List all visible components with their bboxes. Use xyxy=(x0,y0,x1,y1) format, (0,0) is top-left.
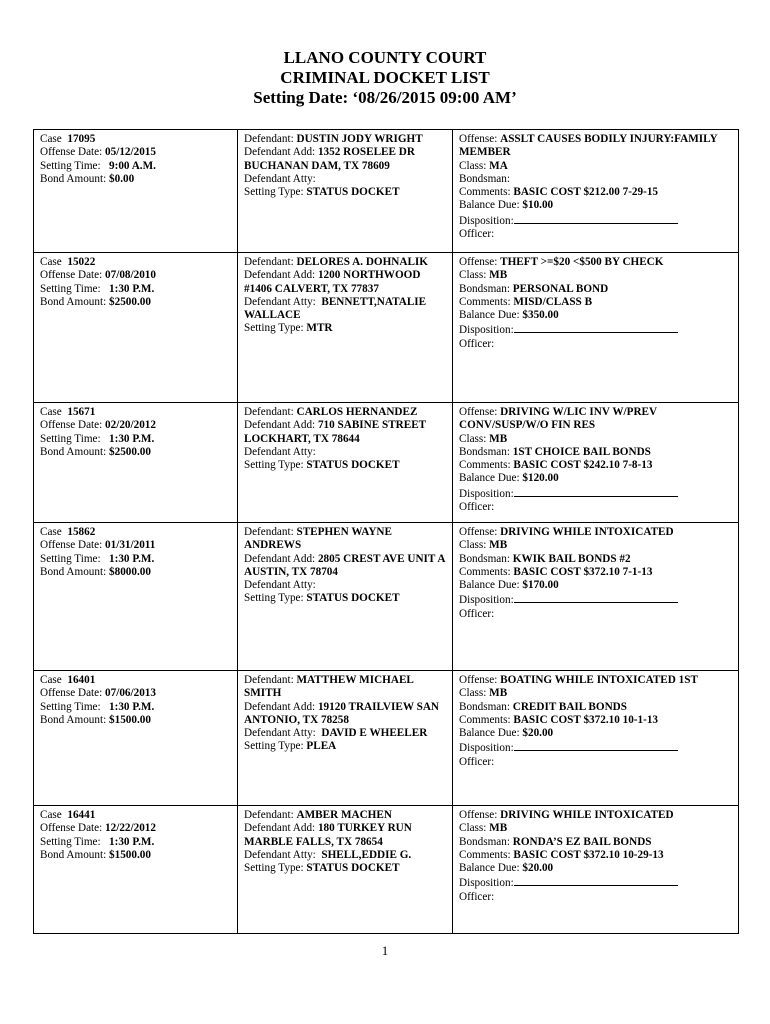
comments-value: BASIC COST $242.10 7-8-13 xyxy=(513,459,653,472)
offense-label: Offense: xyxy=(459,256,498,268)
offense-date-value: 01/31/2011 xyxy=(105,539,156,552)
comments-label: Comments: xyxy=(459,713,511,726)
comments-value: BASIC COST $372.10 10-1-13 xyxy=(513,713,659,726)
offense-class-value: MB xyxy=(489,687,508,700)
defendant-name-label: Defendant: xyxy=(244,809,294,821)
bondsman-label: Bondsman: xyxy=(459,700,510,713)
balance-due-label: Balance Due: xyxy=(459,199,520,212)
defendant-address-value: 19120 TRAILVIEW SAN ANTONIO, TX 78258 xyxy=(244,700,439,726)
bond-amount-label: Bond Amount: xyxy=(40,172,107,185)
case-number xyxy=(40,674,232,687)
case-number-label: Case xyxy=(40,526,62,538)
comments-value: BASIC COST $372.10 7-1-13 xyxy=(513,565,653,578)
balance-due-label: Balance Due: xyxy=(459,862,520,875)
offense-date xyxy=(40,687,232,700)
bondsman-value: CREDIT BAIL BONDS xyxy=(512,700,627,713)
defendant-name-label: Defendant: xyxy=(244,256,294,268)
case-number xyxy=(40,133,232,146)
setting-time xyxy=(40,433,232,446)
offense-value: DRIVING WHILE INTOXICATED xyxy=(500,526,674,538)
offense-info-cell xyxy=(453,403,739,523)
disposition-blank-line xyxy=(514,875,678,886)
offense-value: DRIVING WHILE INTOXICATED xyxy=(500,809,674,821)
bond-amount xyxy=(40,173,232,186)
comments xyxy=(459,849,733,862)
bond-amount-label: Bond Amount: xyxy=(40,295,107,308)
offense-date-label: Offense Date: xyxy=(40,822,103,835)
offense-value: DRIVING W/LIC INV W/PREV CONV/SUSP/W/O FIN RES xyxy=(459,406,657,432)
offense-class-value: MB xyxy=(489,432,508,445)
offense-class xyxy=(459,687,733,700)
disposition-label: Disposition: xyxy=(459,487,514,500)
offense-class xyxy=(459,160,733,173)
defendant-name xyxy=(244,406,447,419)
offense-date-label: Offense Date: xyxy=(40,687,103,700)
bond-amount-value: $2500.00 xyxy=(109,295,151,308)
setting-type-value: STATUS DOCKET xyxy=(306,862,400,875)
case-info-cell xyxy=(34,253,238,403)
balance-due-value: $170.00 xyxy=(522,579,559,592)
docket-row xyxy=(34,806,739,934)
offense xyxy=(459,256,733,269)
defendant-atty-value: DAVID E WHEELER xyxy=(321,727,428,740)
balance-due-label: Balance Due: xyxy=(459,727,520,740)
setting-time xyxy=(40,836,232,849)
docket-row xyxy=(34,523,739,671)
case-number-label: Case xyxy=(40,674,62,686)
balance-due-label: Balance Due: xyxy=(459,472,520,485)
setting-type-value: MTR xyxy=(306,322,333,335)
setting-type xyxy=(244,459,447,472)
defendant-info-cell xyxy=(238,806,453,934)
balance-due xyxy=(459,579,733,592)
defendant-info-cell xyxy=(238,253,453,403)
case-number-label: Case xyxy=(40,406,62,418)
comments-value: BASIC COST $372.10 10-29-13 xyxy=(513,848,664,861)
officer-label: Officer: xyxy=(459,755,495,768)
setting-time xyxy=(40,160,232,173)
disposition xyxy=(459,592,733,607)
defendant-name xyxy=(244,526,447,553)
offense-class-label: Class: xyxy=(459,822,487,835)
offense-date-label: Offense Date: xyxy=(40,269,103,282)
defendant-info-cell xyxy=(238,130,453,253)
disposition-blank-line xyxy=(514,486,678,497)
balance-due-label: Balance Due: xyxy=(459,579,520,592)
offense-info-cell xyxy=(453,253,739,403)
disposition xyxy=(459,213,733,228)
docket-row xyxy=(34,253,739,403)
setting-time-label: Setting Time: xyxy=(40,700,101,713)
setting-time-value: 1:30 P.M. xyxy=(109,835,155,848)
comments-value: MISD/CLASS B xyxy=(513,295,593,308)
case-info-cell xyxy=(34,671,238,806)
offense-class-label: Class: xyxy=(459,539,487,552)
docket-row xyxy=(34,130,739,253)
defendant-atty-value: BENNETT,NATALIE WALLACE xyxy=(244,295,427,322)
defendant-atty-label: Defendant Atty: xyxy=(244,172,316,185)
defendant-name-label: Defendant: xyxy=(244,526,294,538)
case-number-value: 15862 xyxy=(67,526,96,538)
defendant-name-value: AMBER MACHEN xyxy=(296,809,392,821)
defendant-name xyxy=(244,133,447,146)
disposition xyxy=(459,486,733,501)
defendant-address-value: 710 SABINE STREET LOCKHART, TX 78644 xyxy=(244,419,426,445)
defendant-info-cell xyxy=(238,403,453,523)
officer-label: Officer: xyxy=(459,337,495,350)
defendant-atty xyxy=(244,173,447,186)
bondsman xyxy=(459,701,733,714)
offense-date xyxy=(40,269,232,282)
offense xyxy=(459,809,733,822)
defendant-info-cell xyxy=(238,671,453,806)
bond-amount-label: Bond Amount: xyxy=(40,565,107,578)
setting-type-label: Setting Type: xyxy=(244,186,304,199)
comments xyxy=(459,714,733,727)
officer-label: Officer: xyxy=(459,501,495,514)
disposition-label: Disposition: xyxy=(459,877,514,890)
setting-type xyxy=(244,740,447,753)
defendant-address xyxy=(244,553,447,580)
setting-time-value: 9:00 A.M. xyxy=(109,159,156,172)
case-info-cell xyxy=(34,523,238,671)
offense-class-label: Class: xyxy=(459,432,487,445)
docket-row xyxy=(34,671,739,806)
defendant-address-label: Defendant Add: xyxy=(244,552,316,565)
defendant-atty xyxy=(244,727,447,740)
defendant-name-label: Defendant: xyxy=(244,133,294,145)
bond-amount-label: Bond Amount: xyxy=(40,445,107,458)
disposition xyxy=(459,322,733,337)
defendant-name-value: DELORES A. DOHNALIK xyxy=(296,256,428,268)
balance-due xyxy=(459,472,733,485)
offense-class-value: MB xyxy=(489,822,508,835)
defendant-name-value: MATTHEW MICHAEL SMITH xyxy=(244,674,414,700)
case-number-label: Case xyxy=(40,256,62,268)
case-number-value: 15022 xyxy=(67,256,96,268)
docket-table xyxy=(33,129,739,934)
disposition-label: Disposition: xyxy=(459,214,514,227)
officer-label: Officer: xyxy=(459,890,495,903)
defendant-name-value: CARLOS HERNANDEZ xyxy=(296,406,418,418)
list-title: CRIMINAL DOCKET LIST xyxy=(280,68,490,87)
balance-due-value: $120.00 xyxy=(522,472,559,485)
defendant-name xyxy=(244,674,447,701)
bondsman xyxy=(459,173,733,186)
offense-value: BOATING WHILE INTOXICATED 1ST xyxy=(500,674,698,686)
bondsman xyxy=(459,836,733,849)
officer xyxy=(459,228,733,241)
case-number-value: 15671 xyxy=(67,406,96,418)
offense-class xyxy=(459,822,733,835)
officer xyxy=(459,891,733,904)
offense-date-label: Offense Date: xyxy=(40,419,103,432)
offense xyxy=(459,406,733,433)
setting-type-label: Setting Type: xyxy=(244,740,304,753)
bondsman-value: 1ST CHOICE BAIL BONDS xyxy=(512,445,651,458)
bond-amount-label: Bond Amount: xyxy=(40,713,107,726)
defendant-info-cell xyxy=(238,523,453,671)
bond-amount-value: $1500.00 xyxy=(109,848,151,861)
offense-info-cell xyxy=(453,671,739,806)
comments-label: Comments: xyxy=(459,459,511,472)
defendant-address-label: Defendant Add: xyxy=(244,419,316,432)
defendant-address xyxy=(244,269,447,296)
bondsman-value: RONDA’S EZ BAIL BONDS xyxy=(512,835,652,848)
offense-class-label: Class: xyxy=(459,159,487,172)
offense-class-value: MA xyxy=(489,159,508,172)
offense-class xyxy=(459,269,733,282)
defendant-name-value: STEPHEN WAYNE ANDREWS xyxy=(244,526,392,552)
disposition-label: Disposition: xyxy=(459,594,514,607)
defendant-name-label: Defendant: xyxy=(244,674,294,686)
disposition-label: Disposition: xyxy=(459,324,514,337)
defendant-address-value: 1200 NORTHWOOD #1406 CALVERT, TX 77837 xyxy=(244,269,421,295)
offense-info-cell xyxy=(453,130,739,253)
case-number xyxy=(40,526,232,539)
bondsman-label: Bondsman: xyxy=(459,835,510,848)
comments xyxy=(459,296,733,309)
defendant-atty-label: Defendant Atty: xyxy=(244,445,316,458)
case-number xyxy=(40,406,232,419)
balance-due-label: Balance Due: xyxy=(459,309,520,322)
bondsman-label: Bondsman: xyxy=(459,172,510,185)
setting-time-value: 1:30 P.M. xyxy=(109,552,155,565)
officer xyxy=(459,338,733,351)
defendant-name-value: DUSTIN JODY WRIGHT xyxy=(296,133,423,145)
setting-time xyxy=(40,553,232,566)
bond-amount-value: $0.00 xyxy=(109,172,135,185)
balance-due xyxy=(459,199,733,212)
officer xyxy=(459,608,733,621)
defendant-address-label: Defendant Add: xyxy=(244,146,316,159)
balance-due xyxy=(459,862,733,875)
offense-date xyxy=(40,419,232,432)
balance-due-value: $350.00 xyxy=(522,309,559,322)
defendant-atty-label: Defendant Atty: xyxy=(244,295,316,308)
setting-time-label: Setting Time: xyxy=(40,159,101,172)
comments-label: Comments: xyxy=(459,848,511,861)
bondsman-label: Bondsman: xyxy=(459,445,510,458)
defendant-address xyxy=(244,701,447,728)
setting-type-label: Setting Type: xyxy=(244,459,304,472)
comments-label: Comments: xyxy=(459,295,511,308)
setting-type-value: STATUS DOCKET xyxy=(306,186,400,199)
officer-label: Officer: xyxy=(459,607,495,620)
defendant-address xyxy=(244,146,447,173)
bond-amount-value: $1500.00 xyxy=(109,713,151,726)
offense-class-value: MB xyxy=(489,539,508,552)
bondsman xyxy=(459,283,733,296)
setting-type xyxy=(244,322,447,335)
offense-class-label: Class: xyxy=(459,687,487,700)
bond-amount-value: $2500.00 xyxy=(109,445,151,458)
defendant-address-value: 1352 ROSELEE DR BUCHANAN DAM, TX 78609 xyxy=(244,146,415,172)
setting-time-label: Setting Time: xyxy=(40,552,101,565)
setting-type-label: Setting Type: xyxy=(244,322,304,335)
case-number-value: 16441 xyxy=(67,809,96,821)
setting-time xyxy=(40,283,232,296)
balance-due xyxy=(459,309,733,322)
bondsman-value: KWIK BAIL BONDS #2 xyxy=(512,552,631,565)
case-info-cell xyxy=(34,130,238,253)
offense-label: Offense: xyxy=(459,133,498,145)
setting-type xyxy=(244,186,447,199)
defendant-name-label: Defendant: xyxy=(244,406,294,418)
defendant-address xyxy=(244,822,447,849)
case-number-value: 16401 xyxy=(67,674,96,686)
defendant-atty xyxy=(244,296,447,323)
setting-type-value: PLEA xyxy=(306,740,337,753)
disposition-blank-line xyxy=(514,592,678,603)
offense-class xyxy=(459,539,733,552)
defendant-atty-label: Defendant Atty: xyxy=(244,579,316,592)
officer xyxy=(459,756,733,769)
case-number xyxy=(40,809,232,822)
offense-label: Offense: xyxy=(459,809,498,821)
offense-class-label: Class: xyxy=(459,269,487,282)
offense-class-value: MB xyxy=(489,269,508,282)
bond-amount xyxy=(40,296,232,309)
offense-date-label: Offense Date: xyxy=(40,146,103,159)
bondsman xyxy=(459,446,733,459)
offense-info-cell xyxy=(453,806,739,934)
setting-time-value: 1:30 P.M. xyxy=(109,282,155,295)
setting-type xyxy=(244,592,447,605)
disposition xyxy=(459,875,733,890)
defendant-address-label: Defendant Add: xyxy=(244,822,316,835)
offense-date-value: 12/22/2012 xyxy=(105,822,156,835)
offense-date-value: 02/20/2012 xyxy=(105,419,156,432)
bond-amount xyxy=(40,446,232,459)
offense-date-value: 05/12/2015 xyxy=(105,146,156,159)
officer-label: Officer: xyxy=(459,228,495,241)
setting-time xyxy=(40,701,232,714)
balance-due xyxy=(459,727,733,740)
offense-date-value: 07/06/2013 xyxy=(105,687,156,700)
case-number-value: 17095 xyxy=(67,133,96,145)
setting-time-label: Setting Time: xyxy=(40,282,101,295)
defendant-address-value: 2805 CREST AVE UNIT A AUSTIN, TX 78704 xyxy=(244,552,445,578)
case-number-label: Case xyxy=(40,133,62,145)
defendant-address xyxy=(244,419,447,446)
comments xyxy=(459,566,733,579)
offense-label: Offense: xyxy=(459,406,498,418)
bond-amount xyxy=(40,566,232,579)
defendant-atty-label: Defendant Atty: xyxy=(244,848,316,861)
docket-row xyxy=(34,403,739,523)
bondsman-value: PERSONAL BOND xyxy=(512,282,609,295)
case-number-label: Case xyxy=(40,809,62,821)
defendant-name xyxy=(244,256,447,269)
offense-label: Offense: xyxy=(459,674,498,686)
defendant-atty xyxy=(244,579,447,592)
offense-label: Offense: xyxy=(459,526,498,538)
comments-value: BASIC COST $212.00 7-29-15 xyxy=(513,186,659,199)
disposition-blank-line xyxy=(514,213,678,224)
bond-amount-value: $8000.00 xyxy=(109,565,151,578)
bond-amount-label: Bond Amount: xyxy=(40,848,107,861)
court-title: LLANO COUNTY COURT xyxy=(283,48,487,67)
comments xyxy=(459,459,733,472)
setting-type xyxy=(244,862,447,875)
offense-class xyxy=(459,433,733,446)
offense-date xyxy=(40,539,232,552)
defendant-atty xyxy=(244,849,447,862)
offense-value: ASSLT CAUSES BODILY INJURY:FAMILY MEMBER xyxy=(459,133,718,159)
setting-time-value: 1:30 P.M. xyxy=(109,432,155,445)
offense xyxy=(459,133,733,160)
setting-type-label: Setting Type: xyxy=(244,592,304,605)
bond-amount xyxy=(40,714,232,727)
offense-value: THEFT >=$20 <$500 BY CHECK xyxy=(500,256,664,268)
disposition-blank-line xyxy=(514,740,678,751)
setting-type-value: STATUS DOCKET xyxy=(306,592,400,605)
setting-type-label: Setting Type: xyxy=(244,862,304,875)
defendant-atty xyxy=(244,446,447,459)
defendant-atty-label: Defendant Atty: xyxy=(244,727,316,740)
offense-date-value: 07/08/2010 xyxy=(105,269,156,282)
balance-due-value: $20.00 xyxy=(522,727,554,740)
setting-time-label: Setting Time: xyxy=(40,835,101,848)
offense xyxy=(459,674,733,687)
defendant-atty-value: SHELL,EDDIE G. xyxy=(321,848,412,861)
page-number: 1 xyxy=(381,943,389,958)
bondsman xyxy=(459,553,733,566)
offense-date xyxy=(40,146,232,159)
defendant-address-label: Defendant Add: xyxy=(244,269,316,282)
comments-label: Comments: xyxy=(459,186,511,199)
case-info-cell xyxy=(34,806,238,934)
setting-type-value: STATUS DOCKET xyxy=(306,459,400,472)
balance-due-value: $10.00 xyxy=(522,199,554,212)
disposition-blank-line xyxy=(514,322,678,333)
disposition xyxy=(459,740,733,755)
offense-date xyxy=(40,822,232,835)
docket-header xyxy=(0,48,770,108)
disposition-label: Disposition: xyxy=(459,742,514,755)
offense-info-cell xyxy=(453,523,739,671)
offense xyxy=(459,526,733,539)
defendant-address-value: 180 TURKEY RUN MARBLE FALLS, TX 78654 xyxy=(244,822,412,848)
bondsman-label: Bondsman: xyxy=(459,282,510,295)
comments xyxy=(459,186,733,199)
case-info-cell xyxy=(34,403,238,523)
setting-date: Setting Date: ‘08/26/2015 09:00 AM’ xyxy=(253,88,517,107)
setting-time-label: Setting Time: xyxy=(40,432,101,445)
offense-date-label: Offense Date: xyxy=(40,539,103,552)
setting-time-value: 1:30 P.M. xyxy=(109,700,155,713)
officer xyxy=(459,501,733,514)
bondsman-label: Bondsman: xyxy=(459,552,510,565)
bond-amount xyxy=(40,849,232,862)
comments-label: Comments: xyxy=(459,565,511,578)
balance-due-value: $20.00 xyxy=(522,862,554,875)
case-number xyxy=(40,256,232,269)
defendant-address-label: Defendant Add: xyxy=(244,700,316,713)
defendant-name xyxy=(244,809,447,822)
